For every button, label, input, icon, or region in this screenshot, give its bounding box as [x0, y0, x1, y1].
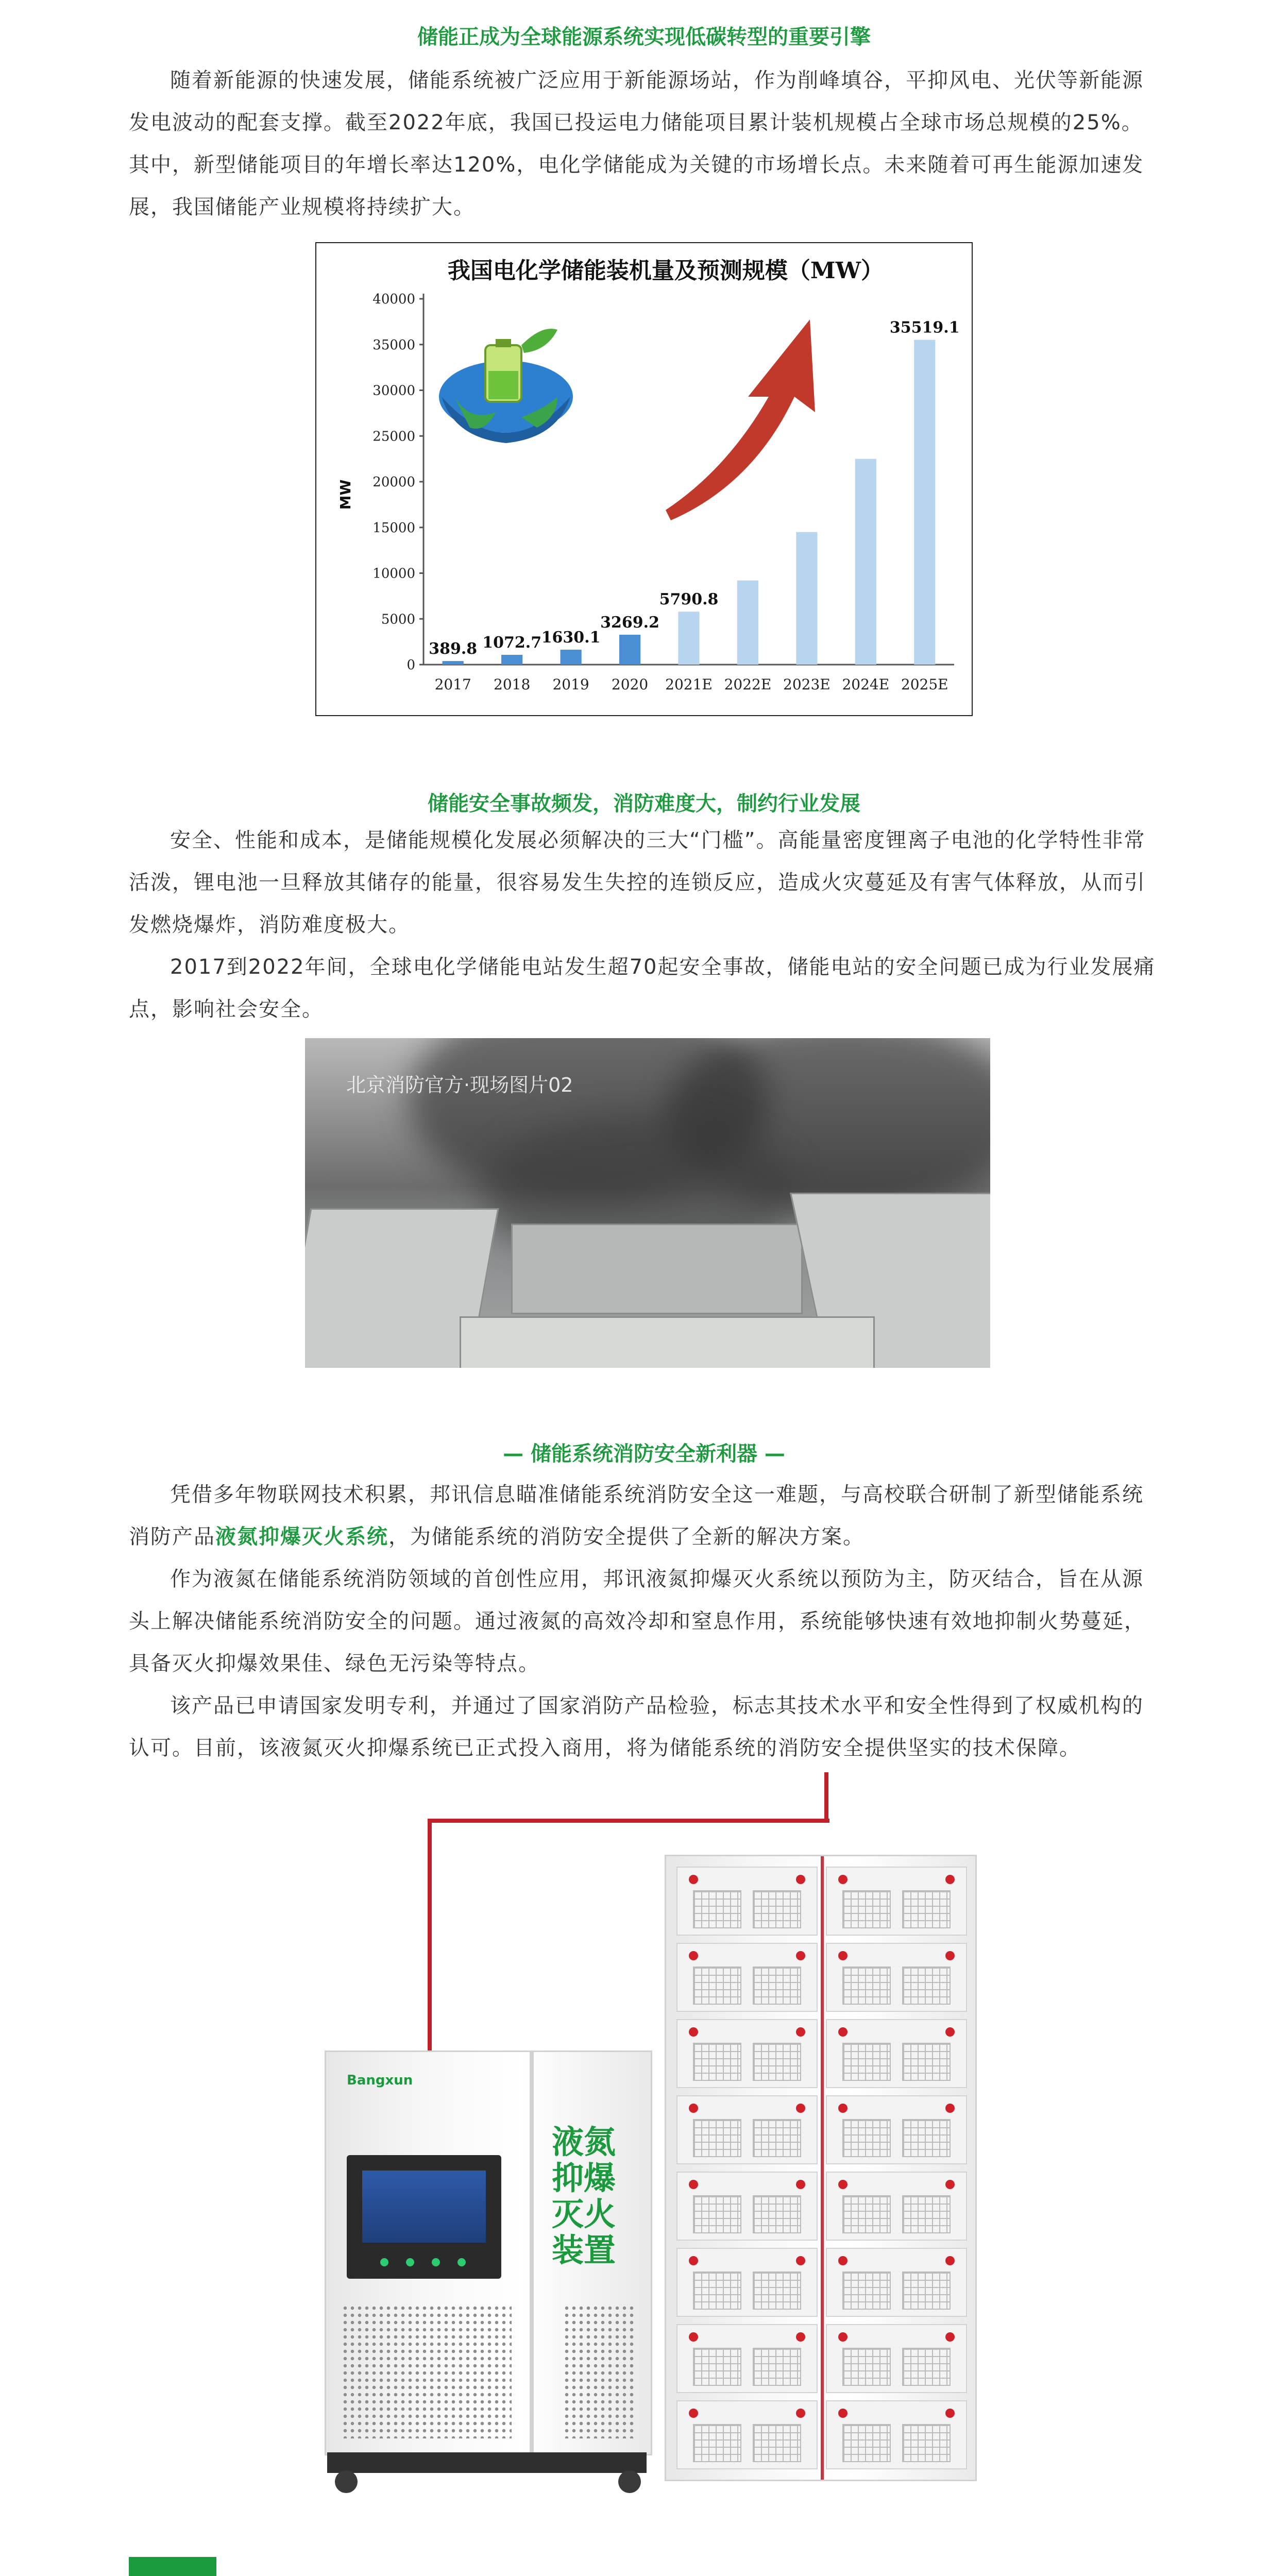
section3-p1-text-end: ，为储能系统的消防安全提供了全新的解决方案。: [388, 1525, 865, 1549]
product-name-highlight: 液氮抑爆灭火系统: [215, 1525, 388, 1549]
data-label: 1072.7: [482, 633, 542, 652]
data-label: 5790.8: [659, 590, 719, 609]
section3-paragraph-3: 该产品已申请国家发明专利，并通过了国家消防产品检验，标志其技术水平和安全性得到了权威机构的认可。目前，该液氮灭火抑爆系统已正式投入商用，将为储能系统的消防安全提供坚实的技术保障。: [129, 1694, 1144, 1760]
data-label: 1630.1: [541, 629, 601, 647]
advantages-bar: [129, 2557, 216, 2576]
bar-2020: [619, 635, 640, 665]
suppression-cabinet: [325, 2050, 652, 2455]
x-tick-label: 2022E: [724, 676, 772, 693]
x-tick-label: 2018: [494, 676, 531, 693]
battery-module: [826, 2095, 967, 2164]
battery-module: [676, 2248, 818, 2317]
bar-2021E: [678, 612, 699, 665]
y-tick-label: 0: [406, 657, 415, 673]
x-tick-label: 2017: [434, 676, 471, 693]
bar-2018: [501, 655, 522, 665]
y-tick-label: 20000: [372, 474, 415, 490]
battery-module: [676, 2172, 818, 2241]
chart-ylabel: MW: [337, 479, 354, 510]
section3-paragraph-1: [129, 1473, 1159, 1558]
battery-module: [826, 2400, 967, 2469]
chart: [315, 242, 973, 716]
y-tick-label: 30000: [372, 383, 415, 399]
battery-rack: [665, 1855, 977, 2481]
bar-2019: [561, 650, 582, 665]
chart-title: 我国电化学储能装机量及预测规模（MW）: [447, 258, 884, 284]
photo-caption: 北京消防官方·现场图片02: [346, 1074, 573, 1096]
data-label: 3269.2: [600, 613, 659, 632]
x-tick-label: 2025E: [901, 676, 948, 693]
x-tick-label: 2023E: [783, 676, 831, 693]
advantage-title: [855, 2573, 967, 2576]
battery-module: [826, 2324, 967, 2393]
x-tick-label: 2020: [611, 676, 649, 693]
y-tick-label: 35000: [372, 337, 415, 353]
x-tick-label: 2021E: [665, 676, 713, 693]
vent-grille: [563, 2304, 635, 2438]
y-tick-label: 10000: [372, 566, 415, 582]
bar-2024E: [855, 459, 876, 665]
battery-module: [676, 2400, 818, 2469]
battery-module: [826, 1943, 967, 2012]
y-tick-label: 5000: [381, 612, 415, 628]
battery-module: [676, 2019, 818, 2088]
y-tick-label: 40000: [372, 292, 415, 307]
advantage-title: [389, 2573, 556, 2576]
battery-module: [826, 2172, 967, 2241]
section3-paragraph-2: 作为液氮在储能系统消防领域的首创性应用，邦讯液氮抑爆灭火系统以预防为主，防灭结合，旨在从源头上解决储能系统消防安全的问题。通过液氮的高效冷却和窒息作用，系统能够快速有效地抑制火势蔓延，具备灭火抑爆效果佳、绿色无污染等特点。: [129, 1567, 1146, 1675]
battery-module: [676, 2095, 818, 2164]
brand-logo: Bangxun: [347, 2073, 413, 2088]
section3-p1-text: 凭借多年物联网技术积累，邦讯信息瞄准储能系统消防安全这一难题，与高校联合研制了新型储能系统消防产品: [129, 1483, 1144, 1549]
device-label: 液氮抑爆灭火装置: [551, 2123, 616, 2269]
y-tick-label: 25000: [372, 429, 415, 445]
x-tick-label: 2019: [552, 676, 589, 693]
device-illustration: [0, 1772, 1288, 2504]
display-screen: [362, 2171, 486, 2243]
battery-module: [676, 2324, 818, 2393]
section2-title: 储能安全事故频发，消防难度大，制约行业发展: [428, 792, 860, 816]
bar-2023E: [796, 532, 817, 665]
y-tick-label: 15000: [372, 520, 415, 536]
battery-module: [826, 1867, 967, 1936]
section2-paragraph-1: 安全、性能和成本，是储能规模化发展必须解决的三大“门槛”。高能量密度锂离子电池的化学特性非常活泼，锂电池一旦释放其储存的能量，很容易发生失控的连锁反应，造成火灾蔓延及有害气体释放，从而引发燃烧爆炸，消防难度极大。: [129, 828, 1146, 937]
section3-title: — 储能系统消防安全新利器 —: [503, 1442, 785, 1466]
data-label: 389.8: [429, 640, 478, 658]
section1-title: 储能正成为全球能源系统实现低碳转型的重要引擎: [417, 25, 871, 49]
x-tick-label: 2024E: [842, 676, 890, 693]
section1-paragraph: 随着新能源的快速发展，储能系统被广泛应用于新能源场站，作为削峰填谷，平抑风电、光伏等新能源发电波动的配套支撑。截至2022年底，我国已投运电力储能项目累计装机规模占全球市场总规模的25%。其中，新型储能项目的年增长率达120%，电化学储能成为关键的市场增长点。未来随着可再生能源加速发展，我国储能产业规模将持续扩大。: [129, 69, 1144, 219]
battery-module: [826, 2248, 967, 2317]
vent-grille: [342, 2304, 512, 2438]
fire-accident-photo: [305, 1038, 990, 1368]
bar-2017: [443, 661, 464, 665]
battery-module: [676, 1867, 818, 1936]
bar-2022E: [737, 581, 758, 665]
bar-2025E: [914, 340, 935, 665]
control-panel: [347, 2155, 501, 2279]
cabinet-base: [327, 2452, 647, 2473]
section2-paragraph-2: 2017到2022年间，全球电化学储能电站发生超70起安全事故，储能电站的安全问题已成为行业发展痛点，影响社会安全。: [129, 955, 1156, 1021]
battery-module: [676, 1943, 818, 2012]
battery-module: [826, 2019, 967, 2088]
data-label: 35519.1: [889, 318, 960, 337]
